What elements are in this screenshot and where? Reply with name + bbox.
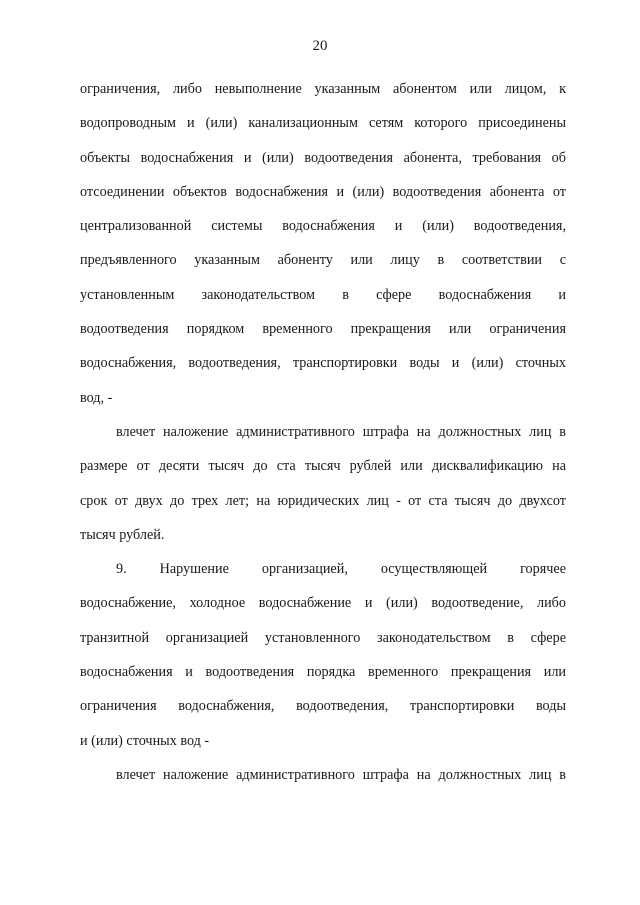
text-line: водоснабжения и водоотведения порядка временного прекращения или (80, 664, 566, 681)
text-line: водопроводным и (или) канализационным сетям которого присоединены (80, 115, 566, 132)
text-line: предъявленного указанным абоненту или лицу в соответствии с (80, 252, 566, 269)
page-number: 20 (312, 38, 328, 54)
text-line: тысяч рублей. (80, 526, 165, 543)
text-line: размере от десяти тысяч до ста тысяч рублей или дисквалификацию на (80, 458, 566, 475)
text-line: отсоединении объектов водоснабжения и (или) водоотведения абонента от (80, 183, 566, 200)
text-line: 9. Нарушение организацией, осуществляющей горячее (116, 561, 566, 578)
text-line: срок от двух до трех лет; на юридических лиц - от ста тысяч до двухсот (80, 492, 566, 509)
document-body (80, 72, 566, 792)
text-line: объекты водоснабжения и (или) водоотведения абонента, требования об (80, 149, 566, 166)
text-line: водоотведения порядком временного прекращения или ограничения (80, 321, 566, 338)
text-line: водоснабжения, водоотведения, транспортировки воды и (или) сточных (80, 355, 566, 372)
text-line: централизованной системы водоснабжения и (или) водоотведения, (80, 218, 566, 235)
text-line: влечет наложение административного штрафа на должностных лиц в (116, 423, 566, 440)
text-line: установленным законодательством в сфере водоснабжения и (80, 286, 566, 303)
text-line: и (или) сточных вод - (80, 732, 210, 749)
text-line: водоснабжение, холодное водоснабжение и (или) водоотведение, либо (80, 595, 566, 612)
text-line: транзитной организацией установленного законодательством в сфере (80, 629, 566, 646)
text-line: вод, - (80, 389, 113, 406)
text-line: влечет наложение административного штрафа на должностных лиц в (116, 766, 566, 783)
text-line: ограничения, либо невыполнение указанным абонентом или лицом, к (80, 81, 566, 97)
text-line: ограничения водоснабжения, водоотведения, транспортировки воды (80, 698, 566, 715)
